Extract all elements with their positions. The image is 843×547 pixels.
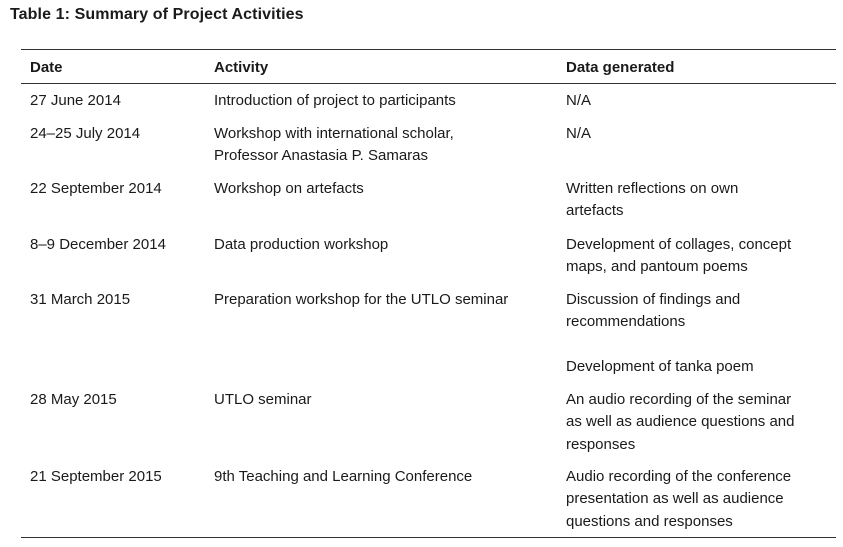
table-header-rule — [21, 83, 836, 84]
row-data-generated-line-3: questions and responses — [566, 513, 733, 530]
row-activity: UTLO seminar — [214, 391, 312, 408]
row-data-generated-line-2: maps, and pantoum poems — [566, 258, 748, 275]
table-caption: Table 1: Summary of Project Activities — [10, 6, 304, 23]
row-data-generated-line-2: artefacts — [566, 202, 624, 219]
row-data-generated-line-2: as well as audience questions and — [566, 413, 795, 430]
row-activity: 9th Teaching and Learning Conference — [214, 468, 473, 485]
row-data-generated: Discussion of findings and — [566, 291, 741, 308]
row-data-generated-line-4: Development of tanka poem — [566, 358, 754, 375]
column-header-activity: Activity — [214, 59, 269, 76]
row-activity: Data production workshop — [214, 236, 389, 253]
row-date: 31 March 2015 — [30, 291, 131, 308]
row-data-generated: Written reflections on own — [566, 180, 739, 197]
row-data-generated-line-2: recommendations — [566, 313, 686, 330]
row-data-generated: An audio recording of the seminar — [566, 391, 792, 408]
row-date: 27 June 2014 — [30, 92, 121, 109]
row-data-generated-line-2: presentation as well as audience — [566, 490, 784, 507]
row-activity: Workshop on artefacts — [214, 180, 364, 197]
row-data-generated: Development of collages, concept — [566, 236, 792, 253]
table-top-rule — [21, 49, 836, 50]
column-header-date: Date — [30, 59, 63, 76]
row-date: 24–25 July 2014 — [30, 125, 141, 142]
column-header-data-generated: Data generated — [566, 59, 675, 76]
row-data-generated: Audio recording of the conference — [566, 468, 792, 485]
row-activity-line-2: Professor Anastasia P. Samaras — [214, 147, 428, 164]
row-data-generated-line-3: responses — [566, 436, 636, 453]
row-data-generated: N/A — [566, 92, 592, 109]
row-activity: Workshop with international scholar, — [214, 125, 454, 142]
row-activity: Preparation workshop for the UTLO seminar — [214, 291, 509, 308]
row-date: 28 May 2015 — [30, 391, 117, 408]
row-date: 22 September 2014 — [30, 180, 162, 197]
row-data-generated: N/A — [566, 125, 592, 142]
row-date: 8–9 December 2014 — [30, 236, 166, 253]
table-bottom-rule — [21, 537, 836, 538]
row-date: 21 September 2015 — [30, 468, 162, 485]
row-activity: Introduction of project to participants — [214, 92, 456, 109]
